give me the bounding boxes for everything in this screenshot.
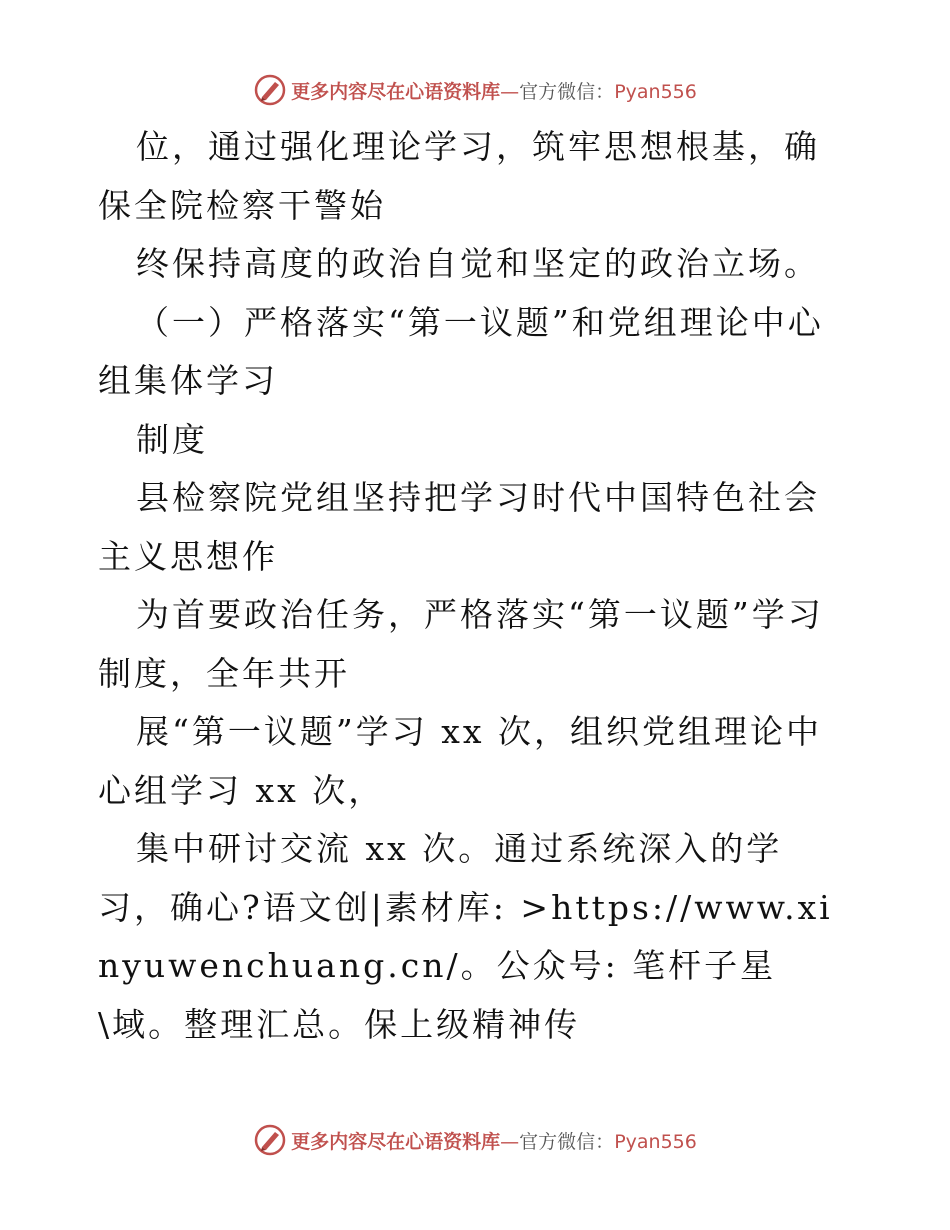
banner-brand: 更多内容尽在心语资料库 — [291, 1130, 501, 1153]
banner-watermark — [253, 1123, 697, 1157]
paragraph: 位，通过强化理论学习，筑牢思想根基，确保全院检察干警始 — [98, 127, 820, 225]
banner-brand: 更多内容尽在心语资料库 — [291, 80, 501, 103]
banner-text — [291, 77, 697, 104]
banner-separator: — — [500, 80, 520, 103]
banner-wechat: Pyan556 — [614, 1130, 697, 1153]
paragraph: 终保持高度的政治自觉和坚定的政治立场。 — [136, 244, 820, 283]
banner-separator: — — [500, 1130, 520, 1153]
document-body — [98, 118, 850, 1054]
footer-banner — [0, 1120, 950, 1160]
header-banner — [0, 70, 950, 110]
banner-label: 官方微信： — [519, 1130, 615, 1153]
pen-logo-icon — [253, 1123, 287, 1157]
paragraph: 集中研讨交流 xx 次。通过系统深入的学习，确心?语文创|素材库: >https://www.xinyuwenchuang.cn/。公众号: 笔杆子星\域。整理汇总。保上级精神传 — [98, 829, 833, 1044]
paragraph: 为首要政治任务，严格落实“第一议题”学习制度，全年共开 — [98, 595, 824, 693]
banner-text — [291, 1127, 697, 1154]
paragraph: 县检察院党组坚持把学习时代中国特色社会主义思想作 — [98, 478, 820, 576]
paragraph: 展“第一议题”学习 xx 次，组织党组理论中心组学习 xx 次， — [98, 712, 822, 810]
pen-logo-icon — [253, 73, 287, 107]
banner-label: 官方微信： — [519, 80, 615, 103]
banner-wechat: Pyan556 — [614, 80, 697, 103]
banner-watermark — [253, 73, 697, 107]
section-heading-continued: 制度 — [136, 419, 208, 459]
section-heading: （一）严格落实“第一议题”和党组理论中心组集体学习 — [98, 302, 824, 400]
